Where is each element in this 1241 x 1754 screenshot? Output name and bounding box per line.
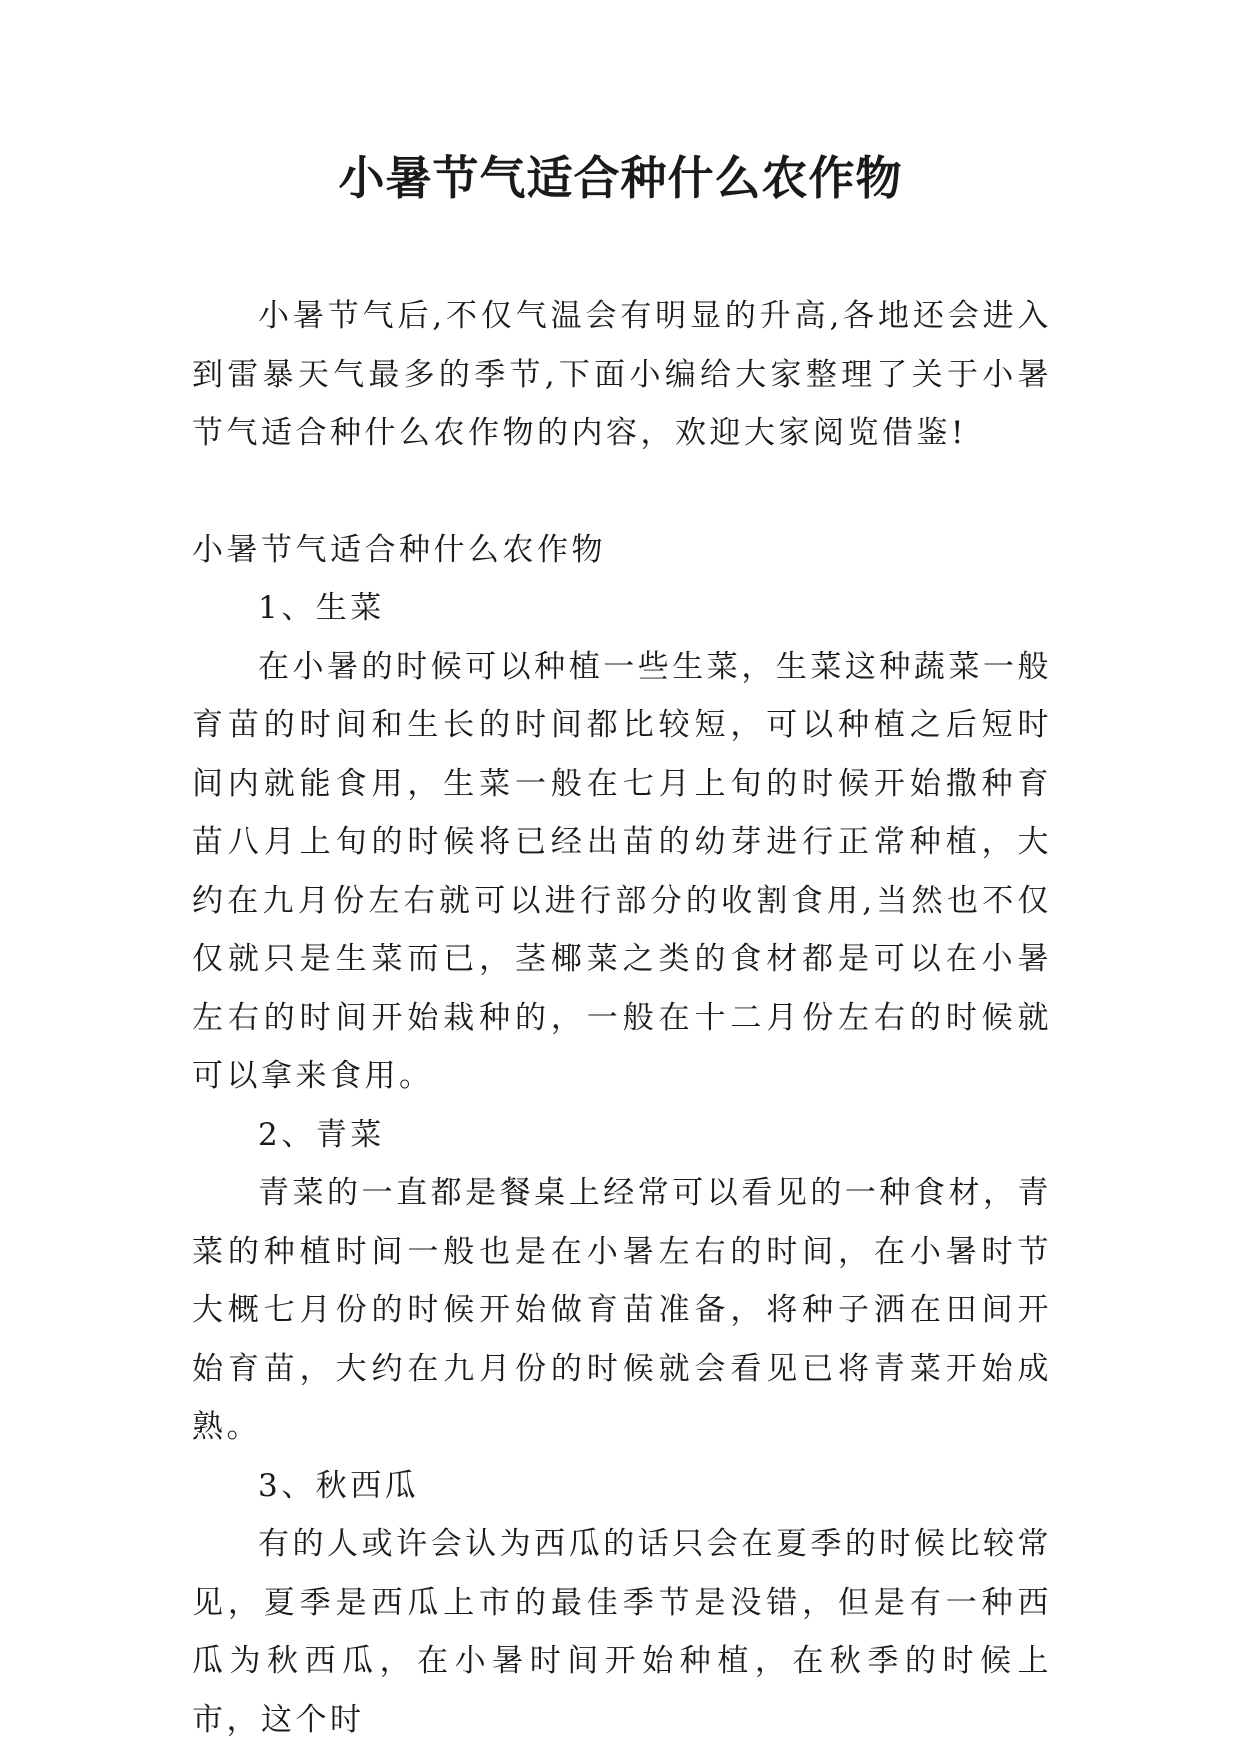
intro-paragraph: 小暑节气后,不仅气温会有明显的升高,各地还会进入到雷暴天气最多的季节,下面小编给大家整理了关于小暑节气适合种什么农作物的内容，欢迎大家阅览借鉴! [192,298,1052,451]
item-text-greens: 青菜的一直都是餐桌上经常可以看见的一种食材，青菜的种植时间一般也是在小暑左右的时间，在小暑时节大概七月份的时候开始做育苗准备，将种子洒在田间开始育苗，大约在九月份的时候就会看见已将青菜开始成熟。 [192,1175,1052,1445]
document-body [192,287,1052,1749]
paragraph-gap [192,463,1052,521]
item-text-lettuce: 在小暑的时候可以种植一些生菜，生菜这种蔬菜一般育苗的时间和生长的时间都比较短，可以种植之后短时间内就能食用，生菜一般在七月上旬的时候开始撒种育苗八月上旬的时候将已经出苗的幼芽进行正常种植，大约在九月份左右就可以进行部分的收割食用,当然也不仅仅就只是生菜而已，茎椰菜之类的食材都是可以在小暑左右的时间开始栽种的，一般在十二月份左右的时候就可以拿来食用。 [192,648,1052,1094]
item-heading-lettuce: 1、生菜 [258,590,385,626]
item-heading-greens: 2、青菜 [258,1116,385,1153]
section-heading: 小暑节气适合种什么农作物 [192,531,606,568]
item-text-autumn-watermelon: 有的人或许会认为西瓜的话只会在夏季的时候比较常见，夏季是西瓜上市的最佳季节是没错，但是有一种西瓜为秋西瓜，在小暑时间开始种植，在秋季的时候上市，这个时 [192,1526,1052,1738]
item-heading-autumn-watermelon: 3、秋西瓜 [258,1467,420,1504]
document-title: 小暑节气适合种什么农作物 [338,151,903,205]
